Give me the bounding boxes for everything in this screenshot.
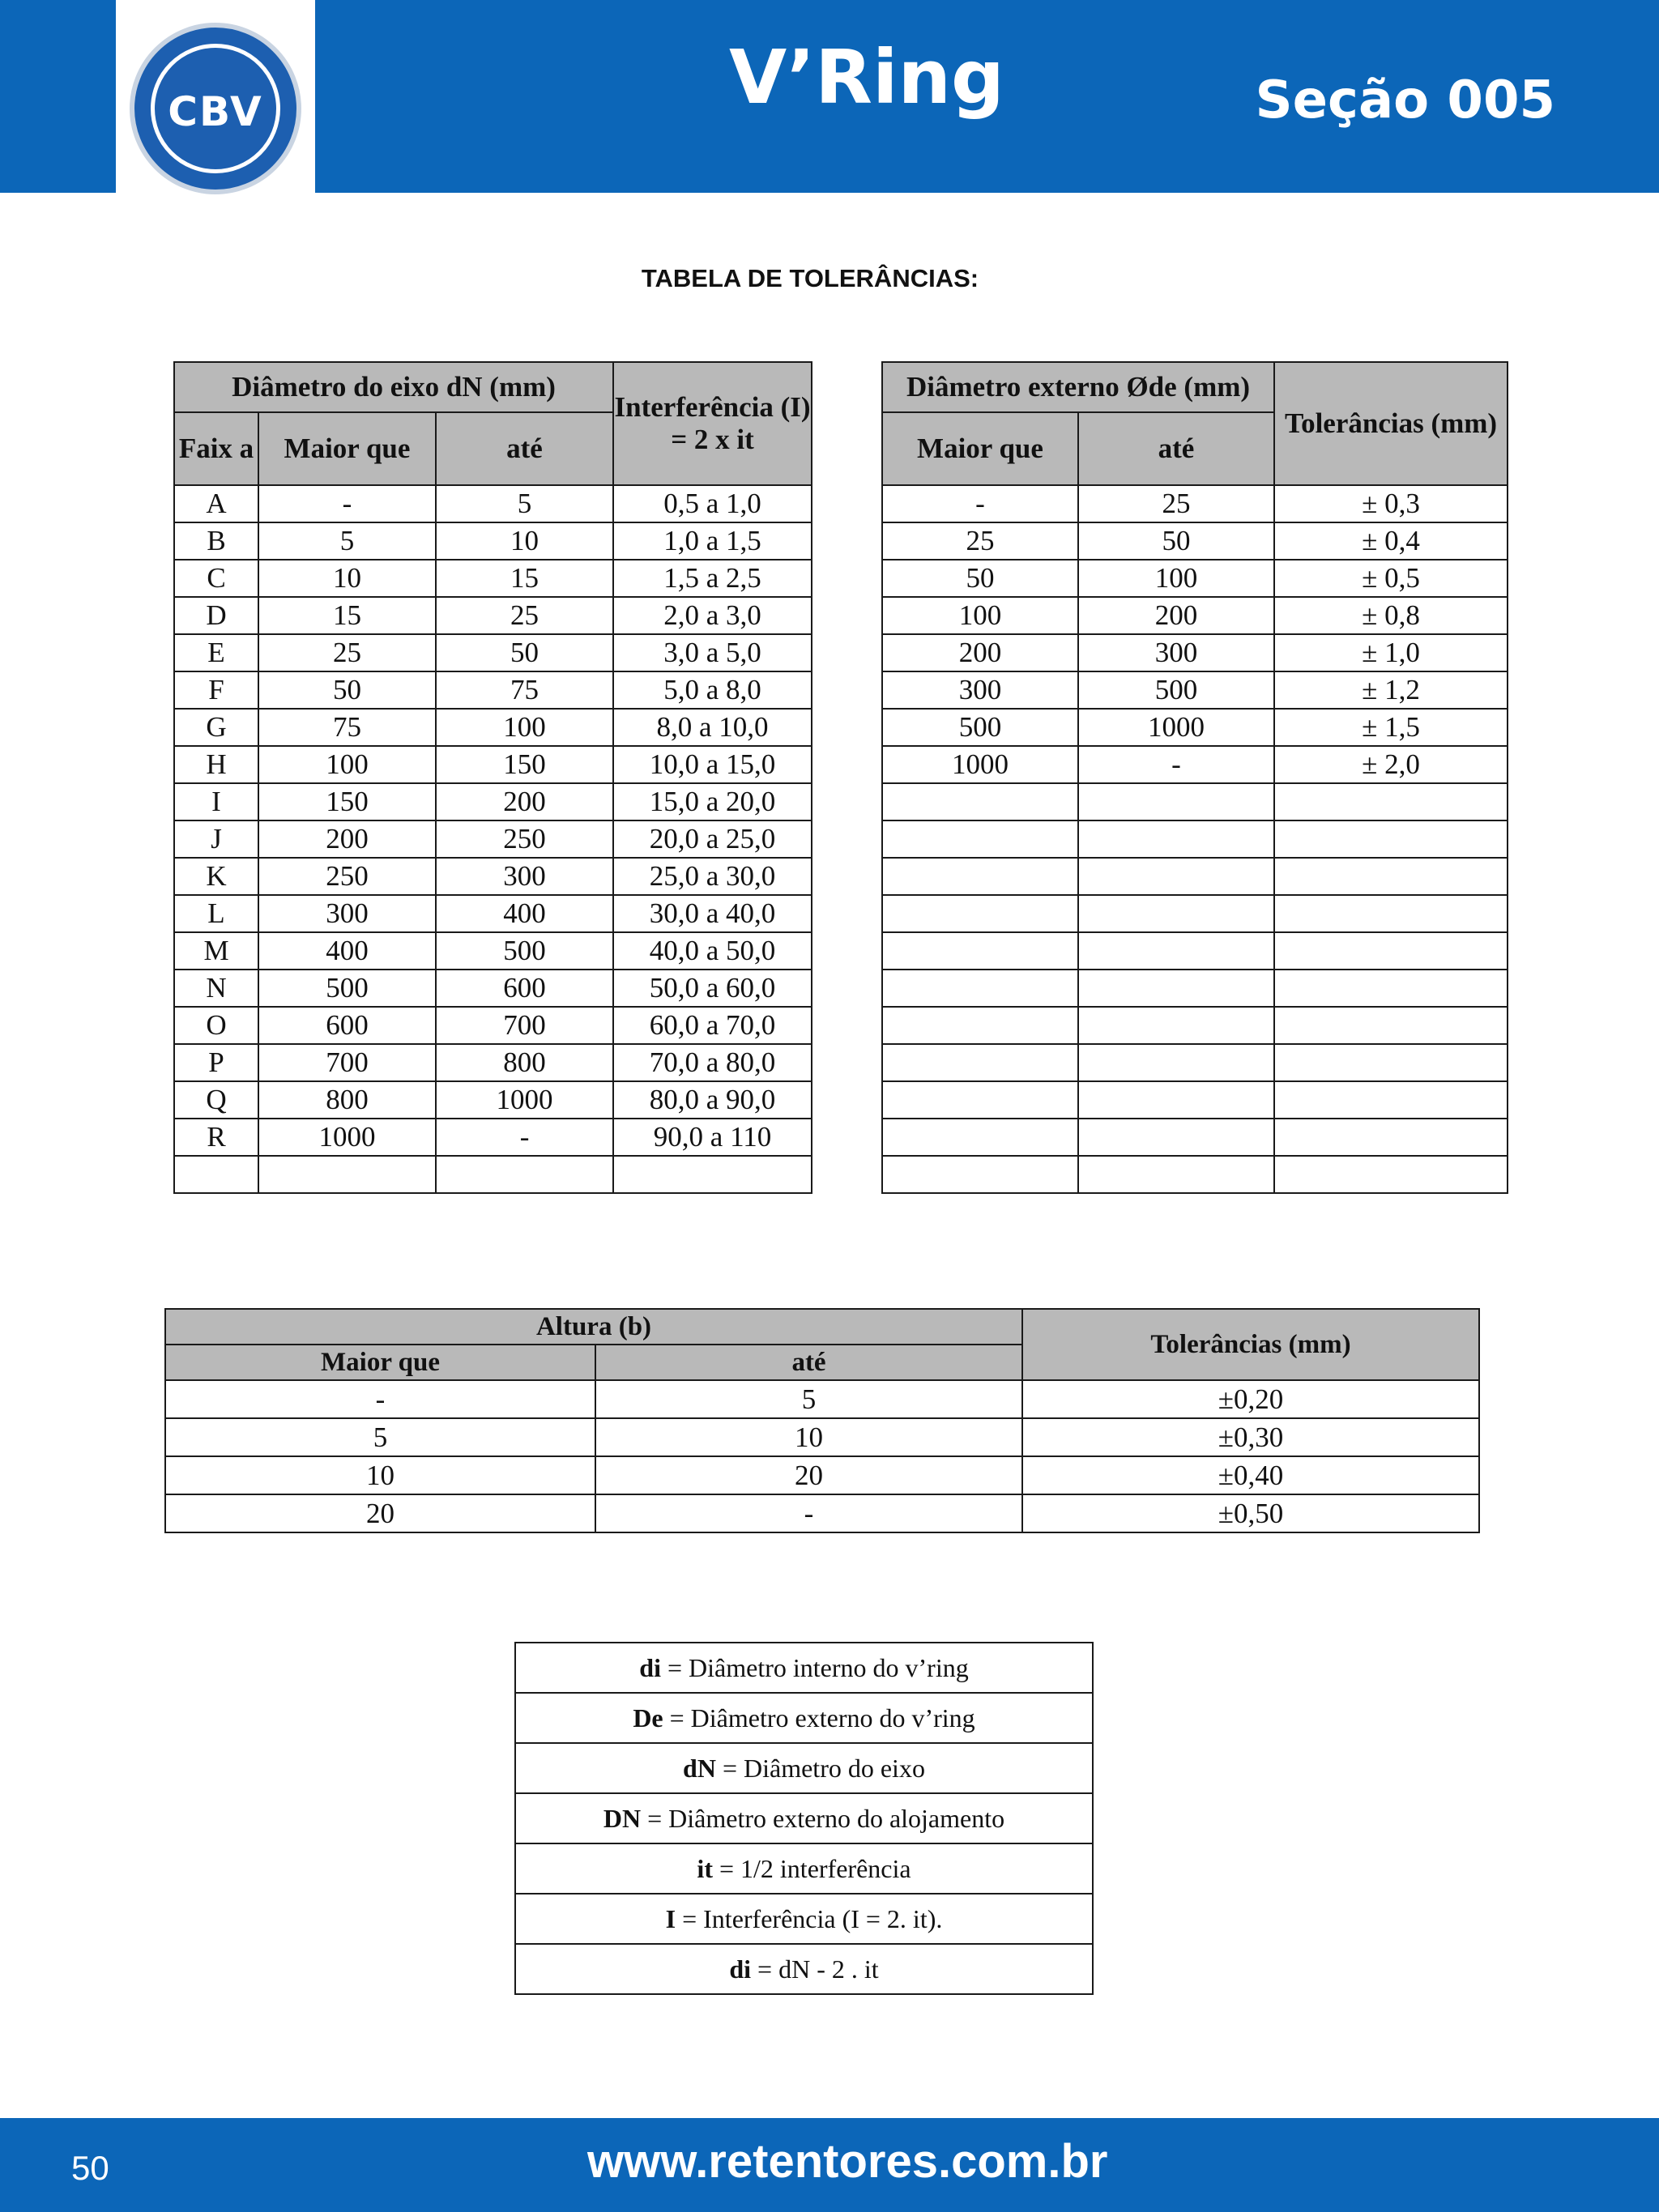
- maior-que-cell: 300: [258, 895, 436, 932]
- ate-cell: 5: [595, 1380, 1022, 1418]
- maior-que-cell: [882, 1044, 1078, 1081]
- ate-cell: -: [1078, 746, 1274, 783]
- tolerance-cell: [1274, 783, 1508, 820]
- table-row: [882, 932, 1508, 970]
- ate-cell: 150: [436, 746, 613, 783]
- height-tolerance-header: Tolerâncias (mm): [1022, 1309, 1479, 1380]
- table-row: [882, 746, 1508, 783]
- legend-row: [515, 1843, 1093, 1894]
- ate-cell: 15: [436, 560, 613, 597]
- interference-cell: 40,0 a 50,0: [613, 932, 812, 970]
- legend-text: = dN - 2 . it: [751, 1954, 879, 1984]
- ate-cell: 75: [436, 671, 613, 709]
- maior-que-cell: 10: [258, 560, 436, 597]
- tolerance-cell: [1274, 895, 1508, 932]
- faixa-cell: A: [174, 485, 258, 522]
- interference-cell: 70,0 a 80,0: [613, 1044, 812, 1081]
- maior-que-cell: -: [165, 1380, 595, 1418]
- ate-cell: 300: [436, 858, 613, 895]
- table-row: [882, 970, 1508, 1007]
- table-row: [174, 783, 812, 820]
- maior-que-cell: [882, 1156, 1078, 1193]
- ate-cell: [1078, 858, 1274, 895]
- legend-table: [514, 1642, 1094, 1995]
- maior-que-header: Maior que: [165, 1345, 595, 1380]
- table-row: [174, 746, 812, 783]
- ate-cell: 50: [436, 634, 613, 671]
- ate-header: até: [595, 1345, 1022, 1380]
- ate-cell: [436, 1156, 613, 1193]
- ate-cell: 500: [436, 932, 613, 970]
- legend-row: [515, 1743, 1093, 1793]
- legend-row: [515, 1643, 1093, 1693]
- maior-que-cell: 15: [258, 597, 436, 634]
- maior-que-cell: 20: [165, 1494, 595, 1532]
- maior-que-cell: [882, 1081, 1078, 1119]
- maior-que-cell: 400: [258, 932, 436, 970]
- ate-cell: 250: [436, 820, 613, 858]
- maior-que-cell: [882, 858, 1078, 895]
- legend-row: [515, 1693, 1093, 1743]
- logo-text: CBV: [168, 88, 263, 135]
- legend-text: = 1/2 interferência: [712, 1854, 911, 1883]
- ate-cell: 800: [436, 1044, 613, 1081]
- ate-cell: 400: [436, 895, 613, 932]
- legend-text: = Diâmetro do eixo: [715, 1754, 925, 1783]
- table-row: [882, 820, 1508, 858]
- ate-cell: 500: [1078, 671, 1274, 709]
- ate-cell: 200: [1078, 597, 1274, 634]
- ate-cell: -: [436, 1119, 613, 1156]
- maior-que-cell: [882, 932, 1078, 970]
- interference-cell: 25,0 a 30,0: [613, 858, 812, 895]
- maior-que-cell: 200: [882, 634, 1078, 671]
- tolerance-cell: [1274, 858, 1508, 895]
- table-row: [882, 709, 1508, 746]
- table-row: [165, 1380, 1479, 1418]
- tolerance-cell: ±0,20: [1022, 1380, 1479, 1418]
- ate-cell: 300: [1078, 634, 1274, 671]
- legend-text: = Diâmetro externo do alojamento: [641, 1804, 1005, 1833]
- maior-que-cell: 600: [258, 1007, 436, 1044]
- ate-cell: [1078, 820, 1274, 858]
- tolerance-cell: [1274, 1081, 1508, 1119]
- interference-cell: 8,0 a 10,0: [613, 709, 812, 746]
- tolerance-cell: ± 1,5: [1274, 709, 1508, 746]
- tolerance-cell: [1274, 1156, 1508, 1193]
- interference-cell: 3,0 a 5,0: [613, 634, 812, 671]
- maior-que-cell: 100: [882, 597, 1078, 634]
- interference-cell: 2,0 a 3,0: [613, 597, 812, 634]
- maior-que-cell: 200: [258, 820, 436, 858]
- ate-cell: [1078, 1119, 1274, 1156]
- external-tolerance-header: Tolerâncias (mm): [1274, 362, 1508, 485]
- maior-que-cell: [882, 820, 1078, 858]
- ate-cell: [1078, 1044, 1274, 1081]
- ate-cell: 1000: [436, 1081, 613, 1119]
- maior-que-cell: 150: [258, 783, 436, 820]
- table-row: [174, 709, 812, 746]
- legend-cell: [515, 1843, 1093, 1894]
- legend-cell: [515, 1693, 1093, 1743]
- height-table: [164, 1308, 1480, 1533]
- table-row: [882, 1081, 1508, 1119]
- maior-que-cell: 1000: [258, 1119, 436, 1156]
- legend-term: De: [633, 1703, 663, 1733]
- maior-que-cell: 50: [882, 560, 1078, 597]
- faixa-cell: Q: [174, 1081, 258, 1119]
- faixa-cell: I: [174, 783, 258, 820]
- maior-que-cell: 800: [258, 1081, 436, 1119]
- faixa-cell: M: [174, 932, 258, 970]
- tolerance-cell: ± 0,5: [1274, 560, 1508, 597]
- legend-cell: [515, 1894, 1093, 1944]
- table-row: [882, 485, 1508, 522]
- table-row: [174, 1044, 812, 1081]
- table-row: [882, 634, 1508, 671]
- table-row: [882, 1119, 1508, 1156]
- table-row: [174, 1156, 812, 1193]
- legend-term: di: [639, 1653, 661, 1682]
- ate-cell: 100: [1078, 560, 1274, 597]
- maior-que-cell: -: [258, 485, 436, 522]
- cbv-logo: [130, 23, 301, 194]
- interference-cell: 1,0 a 1,5: [613, 522, 812, 560]
- tolerance-cell: ± 0,8: [1274, 597, 1508, 634]
- faixa-cell: L: [174, 895, 258, 932]
- table-row: [165, 1456, 1479, 1494]
- ate-cell: [1078, 1007, 1274, 1044]
- tolerance-cell: [1274, 1044, 1508, 1081]
- ate-cell: [1078, 1081, 1274, 1119]
- legend-cell: [515, 1643, 1093, 1693]
- maior-que-cell: 1000: [882, 746, 1078, 783]
- ate-cell: 700: [436, 1007, 613, 1044]
- legend-term: dN: [683, 1754, 716, 1783]
- faixa-cell: G: [174, 709, 258, 746]
- tolerance-cell: ± 1,2: [1274, 671, 1508, 709]
- page-header: [0, 0, 1659, 193]
- tolerance-cell: ± 2,0: [1274, 746, 1508, 783]
- maior-que-cell: 300: [882, 671, 1078, 709]
- legend-cell: [515, 1944, 1093, 1994]
- website-link[interactable]: www.retentores.com.br: [587, 2135, 1108, 2188]
- legend-term: it: [697, 1854, 713, 1883]
- table-row: [882, 671, 1508, 709]
- interference-cell: 5,0 a 8,0: [613, 671, 812, 709]
- faixa-cell: O: [174, 1007, 258, 1044]
- ate-cell: -: [595, 1494, 1022, 1532]
- legend-text: = Interferência (I = 2. it).: [676, 1904, 943, 1933]
- faixa-cell: [174, 1156, 258, 1193]
- faixa-cell: P: [174, 1044, 258, 1081]
- table-row: [882, 895, 1508, 932]
- tolerance-cell: [1274, 1007, 1508, 1044]
- table-row: [174, 1007, 812, 1044]
- maior-que-cell: 5: [165, 1418, 595, 1456]
- legend-cell: [515, 1793, 1093, 1843]
- faixa-cell: D: [174, 597, 258, 634]
- ate-header: até: [436, 412, 613, 485]
- section-label: Seção 005: [1255, 70, 1555, 130]
- faixa-cell: H: [174, 746, 258, 783]
- tolerance-cell: ±0,40: [1022, 1456, 1479, 1494]
- page-title: V’Ring: [729, 34, 1004, 121]
- legend-row: [515, 1793, 1093, 1843]
- table-row: [882, 1044, 1508, 1081]
- maior-que-cell: 25: [882, 522, 1078, 560]
- ate-cell: 10: [595, 1418, 1022, 1456]
- table-row: [882, 522, 1508, 560]
- interference-cell: 15,0 a 20,0: [613, 783, 812, 820]
- table-row: [882, 783, 1508, 820]
- shaft-group-header: Diâmetro do eixo dN (mm): [174, 362, 613, 412]
- tolerance-cell: [1274, 1119, 1508, 1156]
- tolerance-cell: ± 0,3: [1274, 485, 1508, 522]
- legend-term: di: [729, 1954, 752, 1984]
- legend-term: I: [665, 1904, 676, 1933]
- ate-cell: 10: [436, 522, 613, 560]
- legend-text: = Diâmetro externo do v’ring: [663, 1703, 975, 1733]
- maior-que-cell: 10: [165, 1456, 595, 1494]
- legend-term: DN: [603, 1804, 642, 1833]
- table-row: [174, 820, 812, 858]
- ate-header: até: [1078, 412, 1274, 485]
- table-row: [174, 970, 812, 1007]
- ate-cell: 600: [436, 970, 613, 1007]
- interference-cell: 50,0 a 60,0: [613, 970, 812, 1007]
- faixa-cell: N: [174, 970, 258, 1007]
- legend-row: [515, 1944, 1093, 1994]
- maior-que-cell: [882, 970, 1078, 1007]
- table-row: [882, 560, 1508, 597]
- tolerance-cell: ±0,30: [1022, 1418, 1479, 1456]
- table-row: [165, 1494, 1479, 1532]
- ate-cell: [1078, 970, 1274, 1007]
- interference-header: Interferência (I) = 2 x it: [613, 362, 812, 485]
- tolerance-cell: ± 1,0: [1274, 634, 1508, 671]
- maior-que-cell: 5: [258, 522, 436, 560]
- interference-cell: 20,0 a 25,0: [613, 820, 812, 858]
- ate-cell: 1000: [1078, 709, 1274, 746]
- tolerance-cell: ±0,50: [1022, 1494, 1479, 1532]
- interference-cell: 0,5 a 1,0: [613, 485, 812, 522]
- faixa-cell: E: [174, 634, 258, 671]
- external-diameter-table: [881, 361, 1508, 1194]
- maior-que-cell: 500: [258, 970, 436, 1007]
- ate-cell: [1078, 1156, 1274, 1193]
- maior-que-cell: -: [882, 485, 1078, 522]
- height-group-header: Altura (b): [165, 1309, 1022, 1345]
- legend-cell: [515, 1743, 1093, 1793]
- external-group-header: Diâmetro externo Øde (mm): [882, 362, 1274, 412]
- interference-cell: 1,5 a 2,5: [613, 560, 812, 597]
- ate-cell: [1078, 932, 1274, 970]
- interference-cell: 10,0 a 15,0: [613, 746, 812, 783]
- interference-cell: [613, 1156, 812, 1193]
- ate-cell: [1078, 783, 1274, 820]
- ate-cell: 100: [436, 709, 613, 746]
- table-row: [882, 858, 1508, 895]
- table-row: [174, 1119, 812, 1156]
- tolerance-cell: [1274, 970, 1508, 1007]
- interference-cell: 90,0 a 110: [613, 1119, 812, 1156]
- maior-que-cell: 100: [258, 746, 436, 783]
- faixa-cell: K: [174, 858, 258, 895]
- table-row: [174, 485, 812, 522]
- maior-que-header: Maior que: [258, 412, 436, 485]
- maior-que-cell: 75: [258, 709, 436, 746]
- page-number: 50: [71, 2149, 109, 2187]
- legend-text: = Diâmetro interno do v’ring: [660, 1653, 969, 1682]
- table-row: [174, 858, 812, 895]
- maior-que-cell: [882, 1119, 1078, 1156]
- table-row: [174, 560, 812, 597]
- shaft-diameter-table: [173, 361, 812, 1194]
- tolerance-cell: [1274, 932, 1508, 970]
- maior-que-cell: 50: [258, 671, 436, 709]
- legend-row: [515, 1894, 1093, 1944]
- ate-cell: 50: [1078, 522, 1274, 560]
- maior-que-cell: [882, 895, 1078, 932]
- ate-cell: [1078, 895, 1274, 932]
- tolerance-cell: ± 0,4: [1274, 522, 1508, 560]
- faixa-cell: F: [174, 671, 258, 709]
- table-row: [882, 597, 1508, 634]
- table-row: [174, 932, 812, 970]
- interference-cell: 30,0 a 40,0: [613, 895, 812, 932]
- page-footer: [0, 2118, 1659, 2212]
- table-row: [174, 895, 812, 932]
- table-row: [174, 671, 812, 709]
- table-row: [882, 1156, 1508, 1193]
- ate-cell: 5: [436, 485, 613, 522]
- maior-que-header: Maior que: [882, 412, 1078, 485]
- table-row: [882, 1007, 1508, 1044]
- tolerance-table-title: TABELA DE TOLERÂNCIAS:: [641, 264, 979, 292]
- table-row: [165, 1418, 1479, 1456]
- maior-que-cell: [258, 1156, 436, 1193]
- faixa-cell: C: [174, 560, 258, 597]
- faixa-cell: B: [174, 522, 258, 560]
- cbv-logo-inner: [151, 44, 280, 173]
- interference-cell: 60,0 a 70,0: [613, 1007, 812, 1044]
- maior-que-cell: [882, 1007, 1078, 1044]
- tolerance-cell: [1274, 820, 1508, 858]
- maior-que-cell: 500: [882, 709, 1078, 746]
- table-row: [174, 522, 812, 560]
- table-row: [174, 597, 812, 634]
- maior-que-cell: 700: [258, 1044, 436, 1081]
- table-row: [174, 634, 812, 671]
- ate-cell: 20: [595, 1456, 1022, 1494]
- ate-cell: 25: [436, 597, 613, 634]
- ate-cell: 200: [436, 783, 613, 820]
- faixa-header: Faix a: [174, 412, 258, 485]
- maior-que-cell: 250: [258, 858, 436, 895]
- maior-que-cell: [882, 783, 1078, 820]
- table-row: [174, 1081, 812, 1119]
- maior-que-cell: 25: [258, 634, 436, 671]
- interference-cell: 80,0 a 90,0: [613, 1081, 812, 1119]
- faixa-cell: J: [174, 820, 258, 858]
- faixa-cell: R: [174, 1119, 258, 1156]
- ate-cell: 25: [1078, 485, 1274, 522]
